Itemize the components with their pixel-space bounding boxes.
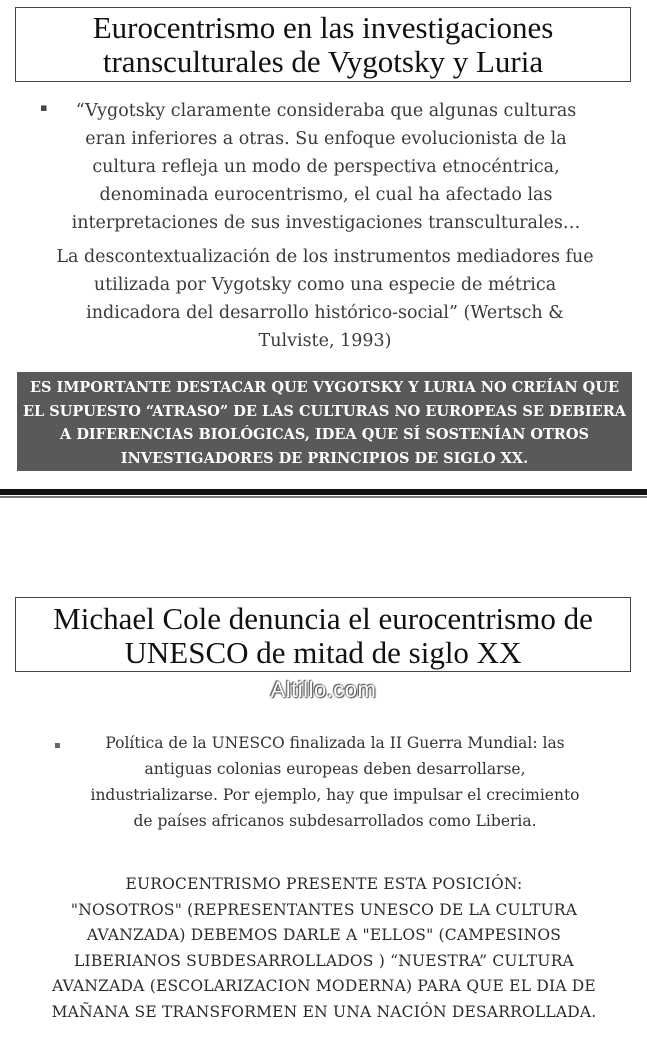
callout-line: EL SUPUESTO “ATRASO” DE LAS CULTURAS NO EUROPEAS SE DEBIERA bbox=[22, 402, 627, 420]
callout-line: INVESTIGADORES DE PRINCIPIOS DE SIGLO XX. bbox=[120, 449, 529, 467]
slide-eurocentrismo-vygotsky-luria bbox=[0, 0, 647, 488]
slide-1-title-line: transculturales de Vygotsky y Luria bbox=[102, 44, 544, 79]
caps-line: AVANZADA (ESCOLARIZACION MODERNA) PARA QUE EL DIA DE bbox=[52, 977, 596, 995]
caps-line: MAÑANA SE TRANSFORMEN EN UNA NACIÓN DESARROLLADA. bbox=[51, 1002, 597, 1021]
eurocentrismo-position-paragraph bbox=[14, 872, 634, 1025]
policy-line: industrializarse. Por ejemplo, hay que impulsar el crecimiento bbox=[90, 786, 580, 804]
quote-line: La descontextualización de los instrumentos mediadores fue bbox=[56, 247, 594, 267]
quote-line: interpretaciones de sus investigaciones transculturales… bbox=[71, 213, 581, 233]
quote-line: utilizada por Vygotsky como una especie de métrica bbox=[93, 275, 557, 295]
policy-line: antiguas colonias europeas deben desarrollarse, bbox=[144, 760, 526, 778]
caps-line: LIBERIANOS SUBDESARROLLADOS ) “NUESTRA” CULTURA bbox=[74, 951, 574, 970]
quote-line: eran inferiores a otras. Su enfoque evolucionista de la bbox=[85, 129, 567, 149]
vygotsky-quote-part-2 bbox=[14, 243, 636, 355]
slide-2-title bbox=[15, 597, 631, 672]
square-bullet-icon: ▪ bbox=[40, 101, 48, 114]
policy-line: de países africanos subdesarrollados como Liberia. bbox=[133, 812, 537, 830]
caps-line: AVANZADA) DEBEMOS DARLE A "ELLOS" (CAMPESINOS bbox=[86, 926, 562, 944]
quote-line: “Vygotsky claramente consideraba que algunas culturas bbox=[75, 101, 577, 121]
vygotsky-quote-part-1 bbox=[20, 97, 632, 237]
callout-line: ES IMPORTANTE DESTACAR QUE VYGOTSKY Y LURIA NO CREÍAN QUE bbox=[29, 379, 620, 396]
altillo-watermark: Altillo.com bbox=[270, 677, 377, 702]
slide-2-title-line: Michael Cole denuncia el eurocentrismo de bbox=[53, 601, 593, 636]
slide-1-title bbox=[15, 7, 631, 82]
slide-2-title-line: UNESCO de mitad de siglo XX bbox=[124, 635, 522, 670]
quote-line: indicadora del desarrollo histórico-social” (Wertsch & bbox=[86, 303, 564, 323]
quote-line: cultura refleja un modo de perspectiva etnocéntrica, bbox=[92, 157, 560, 177]
callout-line: A DIFERENCIAS BIOLÓGICAS, IDEA QUE SÍ SOSTENÍAN OTROS bbox=[60, 426, 589, 443]
policy-line: Política de la UNESCO finalizada la II Guerra Mundial: las bbox=[105, 734, 565, 752]
unesco-policy-paragraph bbox=[40, 730, 630, 834]
caps-line: "NOSOTROS" (REPRESENTANTES UNESCO DE LA CULTURA bbox=[70, 900, 578, 919]
slide-michael-cole-unesco bbox=[0, 498, 647, 1047]
slide-divider bbox=[0, 489, 647, 495]
quote-line: denominada eurocentrismo, el cual ha afectado las bbox=[99, 185, 553, 205]
quote-line: Tulviste, 1993) bbox=[258, 331, 392, 351]
caps-line: EUROCENTRISMO PRESENTE ESTA POSICIÓN: bbox=[125, 875, 523, 893]
square-bullet-icon: ▪ bbox=[54, 740, 61, 751]
highlight-callout-box bbox=[17, 372, 632, 471]
slide-1-title-line: Eurocentrismo en las investigaciones bbox=[92, 10, 554, 45]
